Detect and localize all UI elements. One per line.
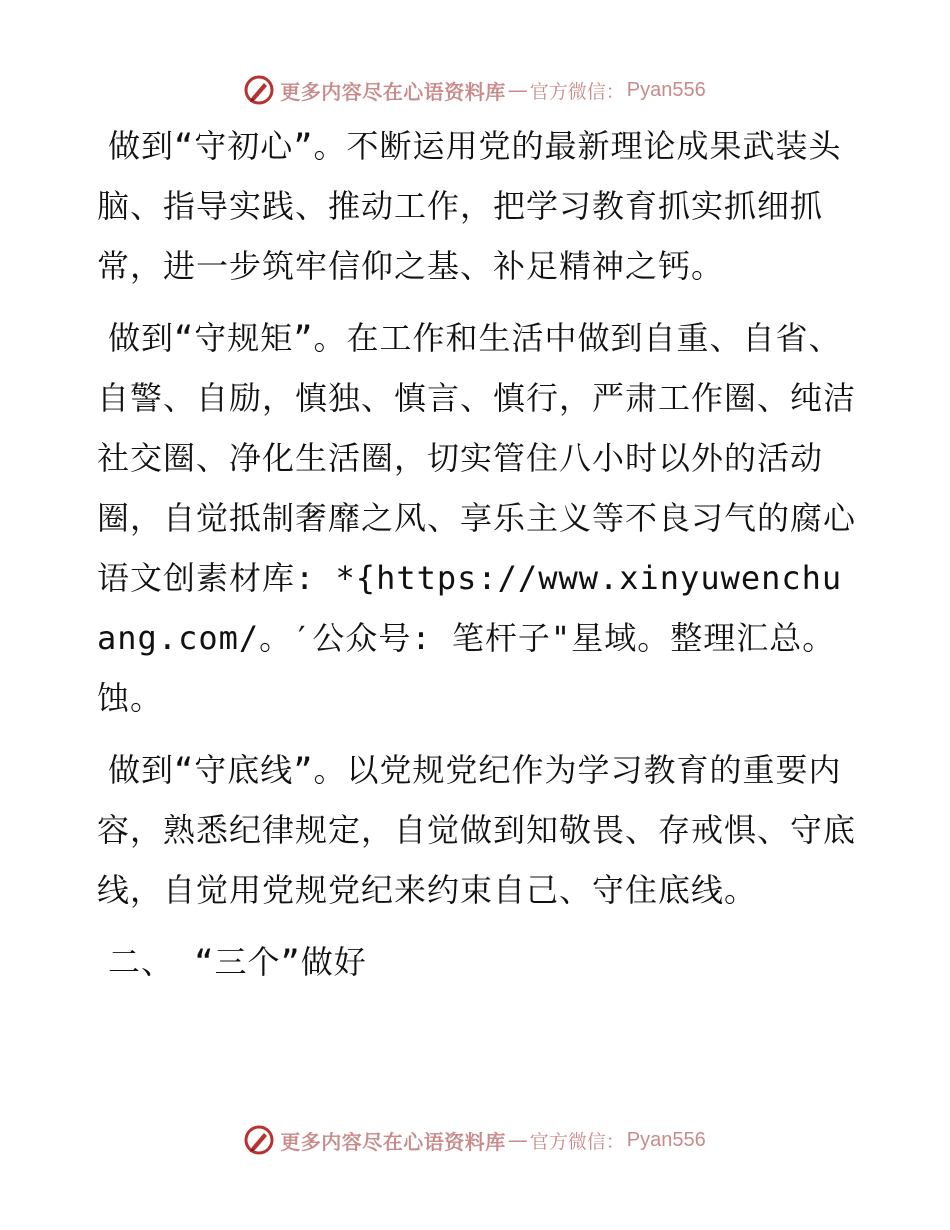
- pen-logo-icon: [244, 1125, 274, 1155]
- banner-dash: —: [507, 78, 528, 102]
- document-body: [97, 116, 857, 1004]
- section-heading: 二、 “三个”做好: [108, 943, 367, 981]
- banner-wechat-label: 官方微信：: [529, 80, 625, 103]
- header-banner: [0, 70, 950, 110]
- paragraph-keep-rules: 做到“守规矩”。在工作和生活中做到自重、自省、自警、自励，慎独、慎言、慎行，严肃工作圈、纯洁社交圈、净化生活圈，切实管住八小时以外的活动圈，自觉抵制奢靡之风、享乐主义等不良习气的腐心语文创素材库: *{https://www.xinyuwenchuang.com/。′公众号: 笔杆子"星域。整理汇总。蚀。: [97, 319, 857, 717]
- banner-dash: —: [507, 1128, 528, 1152]
- banner-wechat-id: Pyan556: [626, 1128, 706, 1151]
- banner-slogan: 更多内容尽在心语资料库: [280, 79, 506, 104]
- pen-logo-icon: [244, 75, 274, 105]
- footer-banner: [0, 1120, 950, 1160]
- paragraph-keep-bottom-line: 做到“守底线”。以党规党纪作为学习教育的重要内容，熟悉纪律规定，自觉做到知敬畏、存戒惧、守底线，自觉用党规党纪来约束自己、守住底线。: [97, 751, 857, 909]
- banner-wechat-id: Pyan556: [626, 78, 706, 101]
- paragraph-keep-original-aspiration: 做到“守初心”。不断运用党的最新理论成果武装头脑、指导实践、推动工作，把学习教育抓实抓细抓常，进一步筑牢信仰之基、补足精神之钙。: [97, 127, 842, 285]
- banner-slogan: 更多内容尽在心语资料库: [280, 1129, 506, 1154]
- banner-wechat-label: 官方微信：: [529, 1130, 625, 1153]
